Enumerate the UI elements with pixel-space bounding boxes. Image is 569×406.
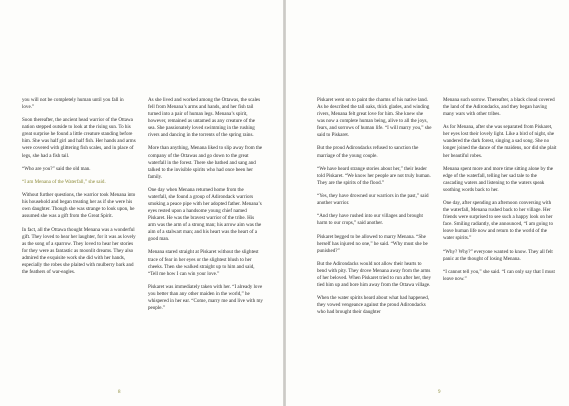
- right-column-1: [317, 97, 432, 323]
- paragraph: “Why? Why?” everyone wanted to know. They all felt panic at the thought of losing Menana.: [443, 248, 553, 262]
- paragraph: Piskaret was immediately taken with her. “I already love you better than any other maiden in the world,” he whispered in her ear. “Come, marry me and live with my people.”: [148, 283, 263, 311]
- paragraph: Menana stared straight at Piskaret without the slightest trace of fear in her eyes or the slightest blush to her cheeks. Then she walked straight up to him and said, “Tell me how I can win your love.”: [148, 249, 259, 277]
- paragraph: Piskaret begged to be allowed to marry Menana. “She herself has injured no one,” he said. “Why must she be punished?”: [317, 233, 428, 254]
- paragraph: “Who are you?” said the old man.: [22, 165, 91, 172]
- left-column-2: [148, 97, 263, 318]
- paragraph: you will not be completely human until you fall in love.”: [22, 97, 124, 111]
- paragraph: “We have heard strange stories about her,” their leader told Piskaret. “We know her people are not truly human. They are the spirits of the flood.”: [317, 165, 431, 186]
- paragraph: One day when Menana returned home from the waterfall, she found a group of Adirondack warriors smoking a peace pipe with her adopted father. Menana’s eyes rested upon a handsome young chief named Piskaret. He was the bravest warrior of the tribe. His arm was the arm of a strong man; his arrow aim was the aim of a stalwart man; and his heart was the heart of a good man.: [148, 186, 262, 243]
- paragraph: “And they have rushed into our villages and brought harm to our crops,” said another.: [317, 213, 423, 227]
- page-number-right: 9: [438, 390, 441, 395]
- paragraph: But the proud Adirondacks refused to sanction the marriage of the young couple.: [317, 145, 419, 159]
- paragraph: Menana spent more and more time sitting alone by the edge of the waterfall, telling her sad tale to the cascading waters and listening to the waters speak soothing words back to her.: [443, 165, 554, 193]
- paragraph: But the Adirondacks would not allow their hearts to bend with pity. They drove Menana away from the arms of her beloved. When Piskaret tried to run after her, they tied him up and bore him away from the Ottawa village.: [317, 260, 432, 289]
- paragraph: As she lived and worked among the Ottawas, the scales fell from Menana’s arms and hands, and her fish tail turned into a pair of human legs. Menana’s spirit, however, remained as untamed as any creature of the sea. She passionately loved swimming in the rushing rivers and dancing in the torrents of the spring rains.: [148, 97, 261, 139]
- paragraph: Without further questions, the warrior took Menana into his household and began treating her as if she were his own daughter. Though she was strange to look upon, he assumed she was a gift from the Great Spirit.: [22, 192, 136, 220]
- right-column-2: [443, 97, 558, 289]
- right-page: [286, 0, 569, 406]
- left-page: [0, 0, 283, 406]
- left-column-1: [22, 97, 137, 282]
- paragraph: One day, after spending an afternoon conversing with the waterfall, Menana rushed back to her village. Her friends were surprised to see such a happy look on her face. Smiling radiantly, she announced, “I am going to leave human life now and return to the world of the water spirits.”: [443, 200, 553, 242]
- paragraph: As for Menana, after she was separated from Piskaret, her eyes lost their lovely light. Like a bird of night, she wandered the dark forest, singing a sad song. She no longer joined the dance of the maidens, nor did she plait her beautiful robes.: [443, 124, 557, 159]
- paragraph: Menana such sorrow. Thereafter, a black cloud covered the land of the Adirondacks, and they began having many wars with other tribes.: [443, 97, 555, 118]
- page-number-left: 8: [118, 390, 121, 395]
- paragraph: More than anything, Menana liked to slip away from the company of the Ottawas and go down to the great waterfall in the forest. There she bathed and sang and talked to the invisible spirits who had once been her family.: [148, 145, 263, 180]
- paragraph: Soon thereafter, the ancient head warrior of the Ottawa nation stepped outside to look at the rising sun. To his great surprise he found a little creature standing before him. She was half girl and half fish. Her hands and arms were covered with glittering fish scales, and in place of legs, she had a fish tail.: [22, 117, 136, 159]
- paragraph: In fact, all the Ottawa thought Menana was a wonderful gift. They loved to hear her laughter, for it was as lovely as the song of a sparrow. They loved to hear her stories for they were as fantastic as moonlit dreams. They also admired the exquisite work she did with her hands, especially the robes she plaited with mulberry bark and the feathers of war-eagles.: [22, 226, 136, 275]
- paragraph: Piskaret went on to paint the charms of his native land. As he described the tall oaks, thick glades, and winding rivers, Menana felt great love for him. She knew she was now a complete human being, alive to all the joys, fears, and sorrows of human life. “I will marry you,” she said to Piskaret.: [317, 97, 432, 139]
- highlighted-quote: “I am Menana of the Waterfall,” she said.: [22, 178, 106, 185]
- paragraph: “I cannot tell you,” she said. “I can only say that I must leave now.”: [443, 268, 555, 282]
- paragraph: When the water spirits heard about what had happened, they vowed vengeance against the proud Adirondacks who had brought their daughter: [317, 295, 429, 316]
- paragraph: “Yes, they have drowned our warriors in the past,” said another warrior.: [317, 193, 429, 207]
